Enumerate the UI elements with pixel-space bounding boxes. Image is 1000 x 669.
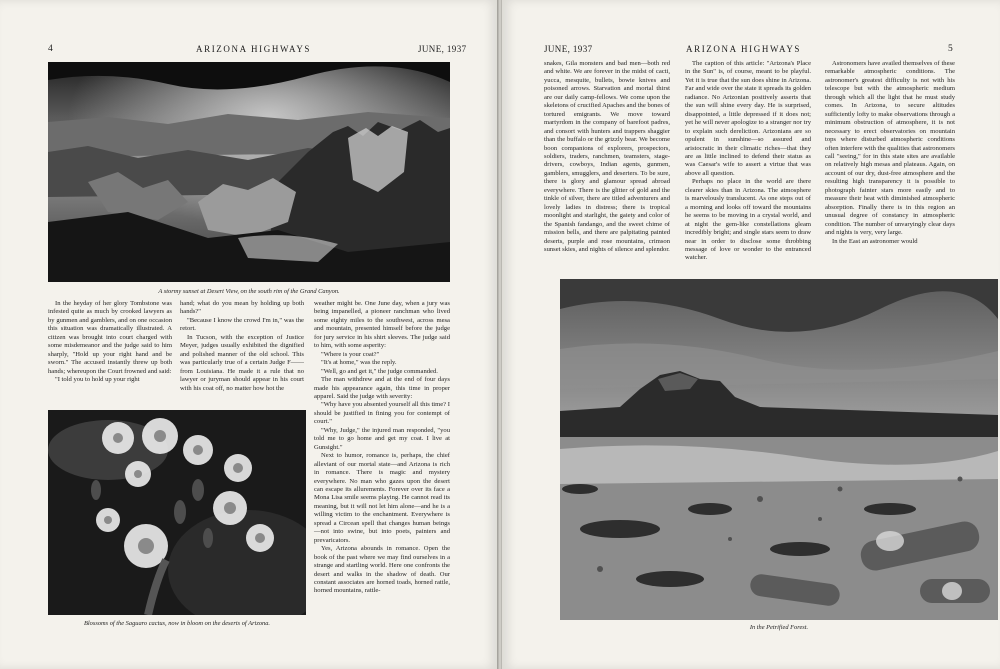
paragraph: hand; what do you mean by holding up both hands?" (180, 300, 304, 316)
paragraph: The man withdrew and at the end of four days made his appearance again, this time in proper apparel. Said the judge with severity: (314, 376, 450, 400)
petrified-forest-photo (560, 279, 998, 620)
paragraph: "It's at home," was the reply. (321, 359, 397, 367)
paragraph: "Because I know the crowd I'm in," was the retort. (180, 316, 304, 333)
saguaro-caption: Blossoms of the Saguaro cactus, now in bloom on the deserts of Arizona. (83, 620, 271, 627)
page-number-right: 5 (948, 44, 955, 54)
paragraph: "Well, go and get it," the judge commanded. (321, 367, 438, 375)
left-article-column-1 (48, 300, 172, 385)
paragraph: Astronomers have availed themselves of these remarkable atmospheric conditions. The astronomer's greatest difficulty is not with his telescope but with the atmospheric medium through which all the light that he must study comes. In Arizona, to secure altitudes sufficiently lofty to make observations through a minimum obstruction of atmosphere, it is not necessary to erect observatories on mountain tops where disturbed atmospheric conditions often interfere with the qualities that astronomers call "seeing," for in this state sites are available on relatively high mesas and plateaus. Again, on account of our dry, dust-free atmosphere and the resulting high transparency it is possible to photograph fainter stars more easily and to measure their heat with diminished atmospheric absorption. Finally there is in this region an unusual degree of constancy in atmospheric condition. The number of unvaryingly clear days and nights is very, very large. (825, 60, 956, 237)
grand-canyon-caption: A stormy sunset at Desert View, on the south rim of the Grand Canyon. (158, 288, 340, 295)
saguaro-blossom-photo (48, 410, 306, 615)
paragraph: The caption of this article: "Arizona's Place in the Sun" is, of course, meant to be playful. Yet it is true that the sun does shine in Arizona. Far and wide over the state it spreads its golden radiance. No Arizonian positively asserts that the sun will shine every day. He is surprised, disappointed, a little depressed if it does not; yet he will never apologize to a stranger nor try to explain such dereliction. Arizonians are so opulent in sunshine—so assured and aristocratic in their climatic riches—that they are as little inclined to defend their status as was Caesar's wife to assert a virtue that was above all question. (685, 60, 811, 177)
left-article-column-2 (180, 300, 304, 393)
paragraph: "Where is your coat?" (321, 350, 380, 358)
paragraph: Yes, Arizona abounds in romance. Open the book of the past where we may find ourselves in a strange and startling world. Here one confronts the desert and walks in the shadow of death. Our constant associates are horned toads, horned rattle, horned mountains, rattle- (314, 545, 450, 595)
right-article-column-2 (685, 60, 811, 263)
right-article-column-3 (825, 60, 955, 246)
paragraph: weather might be. One June day, when a jury was being impanelled, a pioneer ranchman who lived some eighty miles to the southwest, across mesa and mountain, presented himself before the judge for jury service in his shirt sleeves. The judge said to him, with some asperity: (314, 300, 450, 350)
magazine-title-left: ARIZONA HIGHWAYS (196, 44, 312, 54)
paragraph: In the East an astronomer would (832, 237, 918, 245)
magazine-title-right: ARIZONA HIGHWAYS (686, 44, 802, 54)
paragraph: In the heyday of her glory Tombstone was infested quite as much by crooked lawyers as by gunmen and gamblers, and on one occasion this situation was dramatically illustrated. A citizen was brought into court charged with some misdemeanor and the judge said to him sharply, "Hold up your right hand and be sworn." The accused instantly threw up both hands; whereupon the Court frowned and said: (48, 300, 172, 375)
paragraph: "Why, Judge," the injured man responded, "you told me to go home and get my coat. I live at Gunsight." (314, 426, 450, 451)
petrified-forest-caption: In the Petrified Forest. (749, 624, 809, 631)
paragraph: Next to humor, romance is, perhaps, the chief alleviant of our mortal state—and Arizona is rich in romance. There is magic and mystery everywhere. No man who gazes upon the desert can escape its allurements. Forever over its face a Mona Lisa smile seems playing. He cannot read its meaning, but it will not let him alone—and he is a willing victim to the enchantment. Everywhere is spread a Circean spell that changes human beings—not into swine, but into poets, painters and prevaricators. (314, 452, 450, 544)
paragraph: "I told you to hold up your right (55, 376, 140, 384)
page-number-left: 4 (48, 44, 55, 54)
paragraph: Perhaps no place in the world are there clearer skies than in Arizona. The atmosphere is marvelously translucent. As one steps out of a morning and looks off toward the mountains he seems to be moving in a crystal world, and at night the gem-like constellations gleam incredibly bright; and single stars seem to draw near in order to disclose some throbbing message of love or wonder to the entranced watcher. (685, 178, 811, 262)
left-page (0, 0, 498, 669)
left-article-column-3 (314, 300, 450, 596)
paragraph: snakes, Gila monsters and bad men—both red and white. We are forever in the midst of cacti, yucca, mesquite, bullets, bowie knives and poisoned arrows. Starvation and mortal thirst are our daily camp-fellows. We come upon the skeletons of crucified Apaches and the bones of tortured emigrants. We move toward martyrdom in the company of barefoot padres, and consort with hunters and trappers shaggier than the buffalo or the grizzly bear. We become boon companions of explorers, prospectors, soldiers, traders, ranchmen, teamsters, stage-drivers, cowboys, Indian agents, gunmen, gamblers, smugglers, and deserters. To be sure, there is glory and glamour spread abroad everywhere. There is the glitter of gold and the tinkle of silver, there are titled adventurers and lovely ladies in distress; there is tropical moonlight and starlight, the gaiety and color of the Spanish fandango, and the sweet chime of mission bells, and there are palpitating painted deserts, purple and rose mountains, crimson sunset skies, and nights of silence and splendor. (544, 60, 670, 253)
paragraph: "Why have you absented yourself all this time? I should be justified in fining you for contempt of court." (314, 401, 450, 426)
right-page (502, 0, 1000, 669)
issue-date-right: JUNE, 1937 (544, 44, 593, 54)
right-article-column-1 (544, 60, 670, 254)
issue-date-left: JUNE, 1937 (418, 44, 467, 54)
grand-canyon-photo (48, 62, 450, 282)
paragraph: In Tucson, with the exception of Justice Meyer, judges usually exhibited the dignified and polished manner of the old school. This was particularly true of a certain Judge F—— from Louisiana. He made it a rule that no lawyer or juryman should appear in his court with his coat off, no matter how hot the (180, 333, 304, 392)
